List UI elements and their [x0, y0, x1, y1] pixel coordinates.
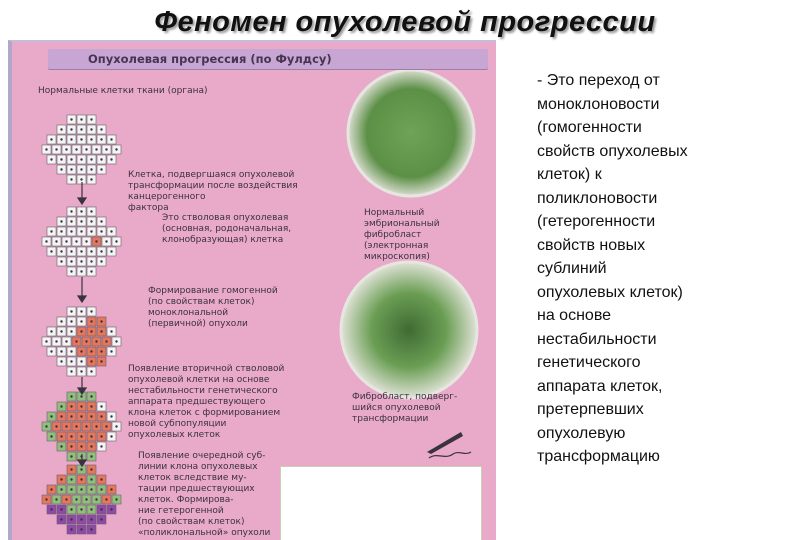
cell-nucleus: [100, 330, 102, 332]
cell-nucleus: [70, 210, 72, 212]
cell-nucleus: [60, 488, 62, 490]
cell-nucleus: [110, 250, 112, 252]
slide-title: Феномен опухолевой прогрессии: [154, 6, 656, 38]
cell-nucleus: [90, 405, 92, 407]
label-next-subline: Появление очередной суб- линии клона опухолевых клеток вследствие му- тации предшествующих клеток. Формирова- ние гетерогенной (по свойствам клеток) «поликлональной» опухоли: [138, 451, 271, 538]
cell-nucleus: [90, 138, 92, 140]
cell-nucleus: [80, 260, 82, 262]
cell-nucleus: [80, 370, 82, 372]
cell-nucleus: [80, 158, 82, 160]
cell-nucleus: [100, 435, 102, 437]
cell-nucleus: [105, 240, 107, 242]
cell-nucleus: [60, 260, 62, 262]
cell-nucleus: [50, 138, 52, 140]
cell-nucleus: [100, 168, 102, 170]
normal-cell-cluster: [42, 115, 121, 184]
cell-nucleus: [45, 340, 47, 342]
cell-nucleus: [45, 498, 47, 500]
cell-nucleus: [80, 310, 82, 312]
cell-nucleus: [110, 508, 112, 510]
cell-nucleus: [90, 260, 92, 262]
cell-nucleus: [95, 498, 97, 500]
cell-nucleus: [80, 250, 82, 252]
cell-nucleus: [115, 148, 117, 150]
cell-nucleus: [100, 158, 102, 160]
cell-nucleus: [80, 320, 82, 322]
cell-nucleus: [110, 230, 112, 232]
cell-nucleus: [50, 508, 52, 510]
cell-nucleus: [80, 138, 82, 140]
cell-nucleus: [60, 415, 62, 417]
homogeneous-tumor-cluster: [42, 307, 121, 376]
cell-nucleus: [70, 370, 72, 372]
cell-nucleus: [70, 360, 72, 362]
cell-nucleus: [60, 128, 62, 130]
illustration-panel: [8, 40, 496, 540]
cell-nucleus: [85, 425, 87, 427]
cell-nucleus: [70, 310, 72, 312]
cell-nucleus: [90, 168, 92, 170]
cell-nucleus: [60, 435, 62, 437]
cell-nucleus: [100, 320, 102, 322]
cell-nucleus: [95, 425, 97, 427]
cell-nucleus: [50, 158, 52, 160]
label-stem-cell: Это стволовая опухолевая (основная, родоначальная, клонобразующая) клетка: [162, 213, 292, 245]
blank-overlay: [280, 466, 482, 540]
cell-nucleus: [85, 498, 87, 500]
cell-nucleus: [110, 488, 112, 490]
normal-fibroblast-image: [348, 70, 474, 196]
down-arrow-icon: [78, 377, 86, 394]
cell-nucleus: [90, 518, 92, 520]
cell-nucleus: [70, 468, 72, 470]
cell-nucleus: [70, 168, 72, 170]
cell-nucleus: [80, 220, 82, 222]
cell-nucleus: [70, 330, 72, 332]
down-arrow-icon: [78, 277, 86, 302]
cell-nucleus: [55, 340, 57, 342]
cell-nucleus: [80, 168, 82, 170]
cell-nucleus: [90, 118, 92, 120]
cell-nucleus: [55, 498, 57, 500]
cell-nucleus: [65, 340, 67, 342]
cell-nucleus: [90, 468, 92, 470]
cell-nucleus: [70, 320, 72, 322]
cell-nucleus: [55, 148, 57, 150]
cell-nucleus: [100, 415, 102, 417]
transformed-fibroblast-image: [341, 262, 477, 398]
cell-nucleus: [115, 340, 117, 342]
cell-nucleus: [90, 478, 92, 480]
cell-nucleus: [100, 488, 102, 490]
cell-nucleus: [80, 350, 82, 352]
cell-nucleus: [70, 118, 72, 120]
cell-nucleus: [90, 395, 92, 397]
cell-nucleus: [100, 445, 102, 447]
cell-nucleus: [90, 350, 92, 352]
cell-nucleus: [70, 350, 72, 352]
cell-nucleus: [60, 230, 62, 232]
cell-nucleus: [65, 425, 67, 427]
label-transformed-cell: Клетка, подвергшаяся опухолевой трансформации после воздействия канцерогенного фактора: [128, 170, 298, 213]
label-normal-fibroblast: Нормальный эмбриональный фибробласт (электронная микроскопия): [364, 208, 440, 262]
down-arrow-icon: [78, 182, 86, 204]
cell-nucleus: [55, 425, 57, 427]
cell-nucleus: [95, 340, 97, 342]
cell-nucleus: [90, 210, 92, 212]
subclone-cluster: [42, 392, 121, 461]
cell-nucleus: [105, 425, 107, 427]
cell-nucleus: [65, 498, 67, 500]
cell-nucleus: [110, 350, 112, 352]
cell-nucleus: [70, 260, 72, 262]
transformed-cell-cluster: [42, 207, 121, 276]
cell-nucleus: [70, 138, 72, 140]
cell-nucleus: [50, 435, 52, 437]
cell-nucleus: [45, 148, 47, 150]
cell-nucleus: [110, 415, 112, 417]
cell-nucleus: [45, 425, 47, 427]
label-secondary-stem: Появление вторичной стволовой опухолевой клетки на основе нестабильности генетического аппарата предшествующего клона клеток с формированием новой субпопуляции опухолевых клеток: [128, 364, 285, 440]
cell-nucleus: [70, 128, 72, 130]
cell-nucleus: [70, 478, 72, 480]
cell-nucleus: [70, 220, 72, 222]
cell-nucleus: [65, 240, 67, 242]
cell-nucleus: [105, 340, 107, 342]
cell-nucleus: [80, 528, 82, 530]
cell-nucleus: [70, 528, 72, 530]
cell-nucleus: [80, 210, 82, 212]
cell-nucleus: [70, 158, 72, 160]
label-normal-cells: Нормальные клетки ткани (органа): [38, 86, 208, 96]
cell-nucleus: [60, 508, 62, 510]
cell-nucleus: [100, 405, 102, 407]
cell-nucleus: [60, 478, 62, 480]
cell-nucleus: [50, 250, 52, 252]
cell-nucleus: [80, 415, 82, 417]
cell-nucleus: [60, 320, 62, 322]
cell-nucleus: [80, 405, 82, 407]
cell-nucleus: [100, 250, 102, 252]
cell-nucleus: [115, 425, 117, 427]
label-transformed-fibroblast: Фибробласт, подверг- шийся опухолевой трансформации: [352, 392, 458, 424]
figure-heading: Опухолевая прогрессия (по Фулдсу): [48, 49, 488, 69]
cell-nucleus: [90, 435, 92, 437]
cell-nucleus: [80, 178, 82, 180]
cell-nucleus: [90, 360, 92, 362]
cell-nucleus: [70, 435, 72, 437]
cell-nucleus: [60, 445, 62, 447]
cell-nucleus: [50, 415, 52, 417]
cell-nucleus: [70, 445, 72, 447]
cell-nucleus: [90, 488, 92, 490]
cell-nucleus: [55, 240, 57, 242]
cell-nucleus: [80, 128, 82, 130]
definition-text: - Это переход от моноклоновости (гомогенности свойств опухолевых клеток) к поликлоновости (гетерогенности свойств новых сублиний опухолевых клеток) на основе нестабильности генетического аппарата клеток, претерпевших опухолевую трансформацию: [537, 72, 688, 465]
cell-nucleus: [110, 138, 112, 140]
cell-nucleus: [75, 240, 77, 242]
cell-nucleus: [90, 178, 92, 180]
cell-nucleus: [65, 148, 67, 150]
cell-nucleus: [75, 148, 77, 150]
cell-nucleus: [70, 518, 72, 520]
cell-nucleus: [60, 220, 62, 222]
cell-nucleus: [90, 330, 92, 332]
cell-nucleus: [60, 138, 62, 140]
cell-nucleus: [70, 508, 72, 510]
cell-nucleus: [45, 240, 47, 242]
cell-nucleus: [75, 498, 77, 500]
cell-nucleus: [80, 270, 82, 272]
pen-decoration-icon: [427, 432, 471, 458]
cell-nucleus: [85, 148, 87, 150]
cell-nucleus: [70, 488, 72, 490]
cell-nucleus: [80, 488, 82, 490]
cell-nucleus: [100, 350, 102, 352]
cell-nucleus: [90, 445, 92, 447]
cell-nucleus: [50, 350, 52, 352]
cell-nucleus: [80, 395, 82, 397]
cell-nucleus: [100, 508, 102, 510]
cell-nucleus: [95, 240, 97, 242]
cell-nucleus: [90, 230, 92, 232]
cell-nucleus: [90, 455, 92, 457]
cell-nucleus: [90, 528, 92, 530]
cell-nucleus: [50, 230, 52, 232]
cell-nucleus: [75, 425, 77, 427]
cell-nucleus: [110, 435, 112, 437]
cell-nucleus: [90, 310, 92, 312]
cell-nucleus: [105, 148, 107, 150]
cell-nucleus: [80, 360, 82, 362]
cell-nucleus: [90, 250, 92, 252]
cell-nucleus: [60, 518, 62, 520]
cell-nucleus: [80, 118, 82, 120]
cell-nucleus: [100, 138, 102, 140]
cell-nucleus: [70, 415, 72, 417]
cell-nucleus: [110, 330, 112, 332]
cell-nucleus: [70, 178, 72, 180]
cell-nucleus: [90, 370, 92, 372]
cell-nucleus: [90, 128, 92, 130]
cell-nucleus: [70, 455, 72, 457]
cell-nucleus: [100, 518, 102, 520]
cell-nucleus: [70, 230, 72, 232]
cell-nucleus: [60, 158, 62, 160]
cell-nucleus: [70, 395, 72, 397]
cell-nucleus: [80, 330, 82, 332]
cell-nucleus: [90, 320, 92, 322]
cell-nucleus: [80, 445, 82, 447]
cell-nucleus: [50, 488, 52, 490]
cell-nucleus: [90, 158, 92, 160]
cell-nucleus: [80, 435, 82, 437]
cell-nucleus: [70, 250, 72, 252]
cell-nucleus: [60, 360, 62, 362]
cell-nucleus: [95, 148, 97, 150]
cell-nucleus: [80, 508, 82, 510]
label-homogeneous: Формирование гомогенной (по свойствам клеток) моноклональной (первичной) опухоли: [148, 286, 278, 329]
cell-nucleus: [50, 330, 52, 332]
cell-nucleus: [80, 478, 82, 480]
cell-nucleus: [75, 340, 77, 342]
cell-nucleus: [85, 340, 87, 342]
cell-nucleus: [110, 158, 112, 160]
cell-nucleus: [60, 405, 62, 407]
cell-nucleus: [100, 230, 102, 232]
cell-nucleus: [105, 498, 107, 500]
cell-nucleus: [90, 415, 92, 417]
cell-nucleus: [100, 478, 102, 480]
cell-nucleus: [100, 260, 102, 262]
cell-nucleus: [60, 350, 62, 352]
cell-nucleus: [115, 240, 117, 242]
cell-nucleus: [70, 405, 72, 407]
polyclonal-tumor-cluster: [42, 465, 121, 534]
cell-nucleus: [80, 468, 82, 470]
cell-nucleus: [90, 508, 92, 510]
cell-nucleus: [80, 230, 82, 232]
cell-nucleus: [60, 250, 62, 252]
cell-nucleus: [115, 498, 117, 500]
cell-nucleus: [100, 360, 102, 362]
cell-nucleus: [60, 168, 62, 170]
cell-nucleus: [60, 330, 62, 332]
cell-nucleus: [70, 270, 72, 272]
cell-nucleus: [85, 240, 87, 242]
cell-nucleus: [100, 128, 102, 130]
cell-nucleus: [90, 220, 92, 222]
cell-nucleus: [90, 270, 92, 272]
cell-nucleus: [80, 518, 82, 520]
cell-nucleus: [100, 220, 102, 222]
